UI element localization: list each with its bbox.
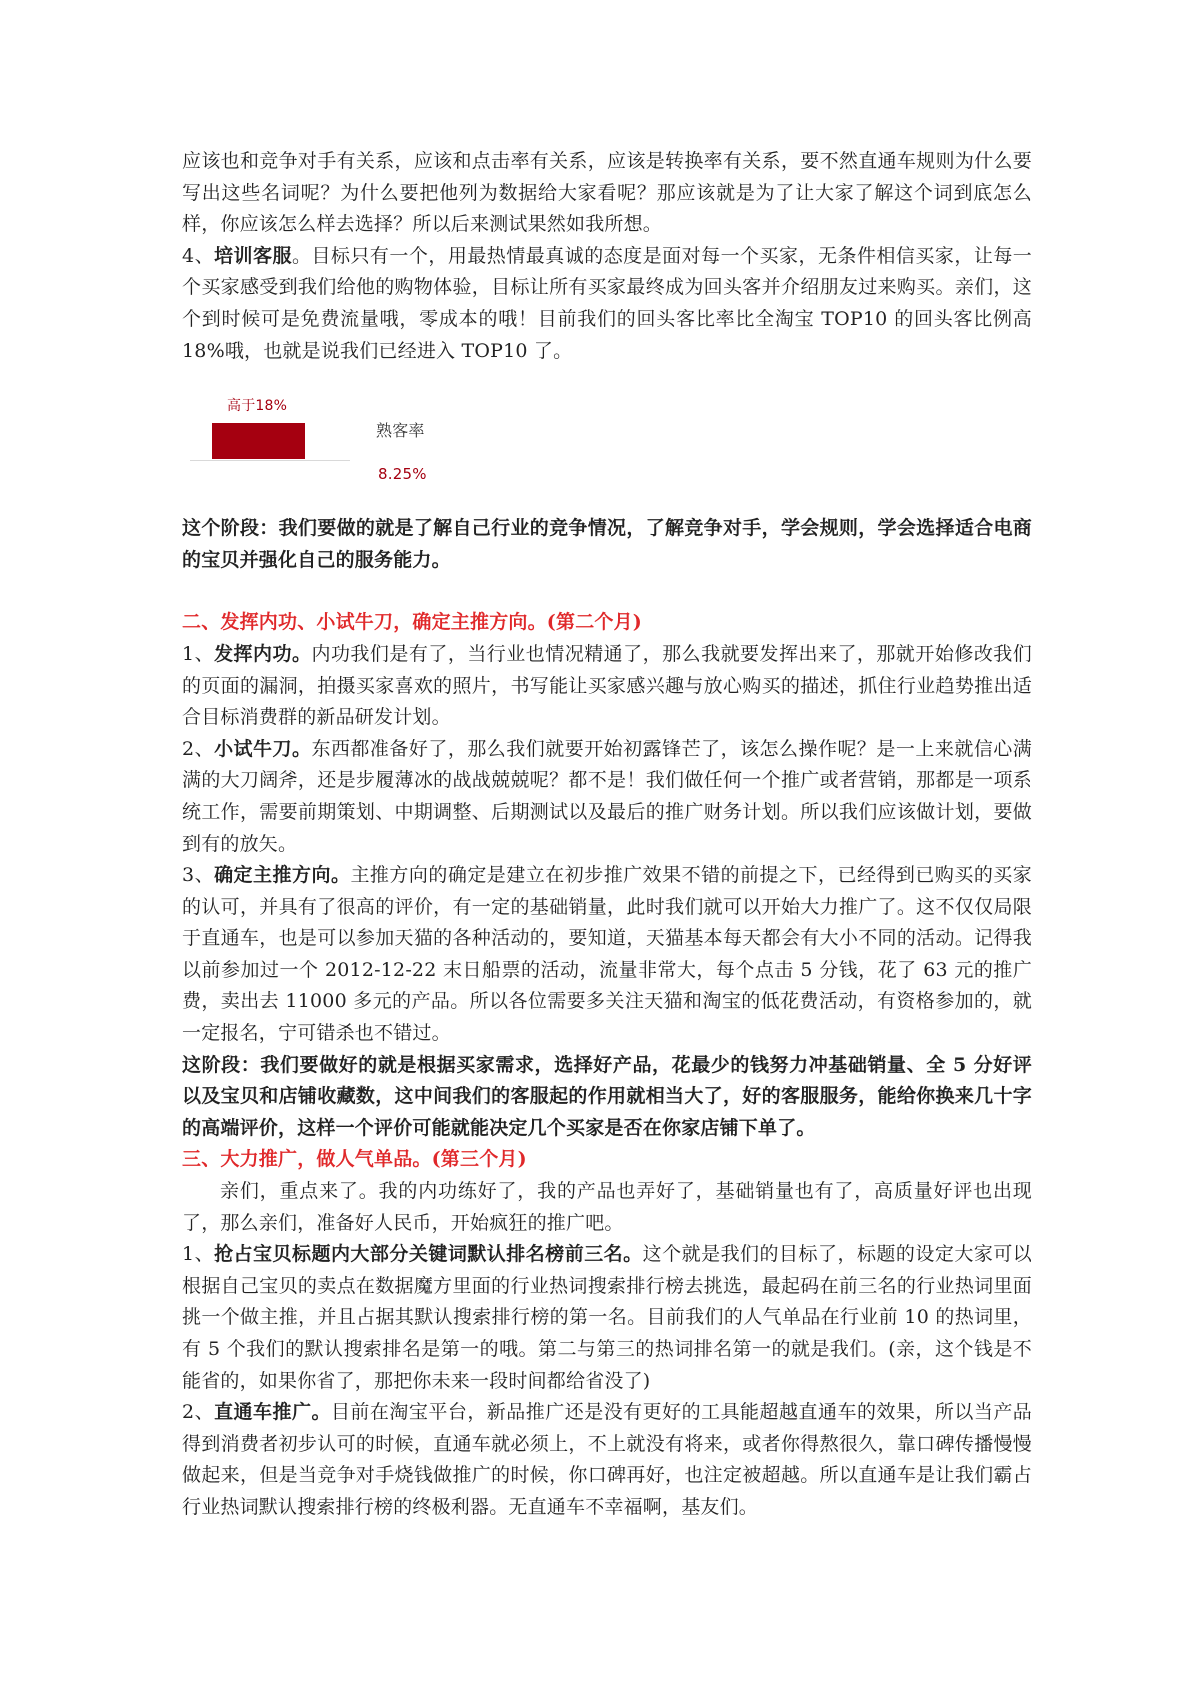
stage-summary-2: 这阶段：我们要做好的就是根据买家需求，选择好产品，花最少的钱努力冲基础销量、全 5 分好评以及宝贝和店铺收藏数，这中间我们的客服起的作用就相当大了，好的客服服务，能给你换来几十字的高端评价，这样一个评价可能就能决定几个买家是否在你家店铺下单了。: [182, 1053, 1032, 1139]
item-prefix: 2、: [182, 737, 215, 760]
list-item: [182, 860, 1032, 1050]
item-prefix: 3、: [182, 864, 215, 887]
chart-annotation: 高于18%: [227, 398, 288, 415]
item-body: 。目标只有一个，用最热情最真诚的态度是面对每一个买家，无条件相信买家，让每一个买家感受到我们给他的购物体验，目标让所有买家最终成为回头客并介绍朋友过来购买。亲们，这个到时候可是免费流量哦，零成本的哦！目前我们的回头客比率比全淘宝 TOP10 的回头客比例高 18%哦，也就是说我们已经进入 TOP10 了。: [182, 244, 1032, 362]
item-title: 发挥内功。: [214, 642, 312, 665]
item-train-customer-service: [182, 241, 1032, 367]
stage-summary-1: 这个阶段：我们要做的就是了解自己行业的竞争情况，了解竞争对手，学会规则，学会选择适合电商的宝贝并强化自己的服务能力。: [182, 517, 1032, 571]
document-page: [182, 146, 1032, 1524]
section-heading-3: 三、大力推广，做人气单品。(第三个月): [182, 1148, 527, 1171]
item-prefix: 4、: [182, 244, 215, 267]
item-body: 内功我们是有了，当行业也情况精通了，那么我就要发挥出来了，那就开始修改我们的页面的漏洞，拍摄买家喜欢的照片，书写能让买家感兴趣与放心购买的描述，抓住行业趋势推出适合目标消费群的新品研发计划。: [182, 642, 1032, 729]
item-prefix: 2、: [182, 1401, 215, 1424]
section-intro: 亲们，重点来了。我的内功练好了，我的产品也弄好了，基础销量也有了，高质量好评也出现了，那么亲们，准备好人民币，开始疯狂的推广吧。: [182, 1180, 1032, 1234]
paragraph-keyword-rules: 应该也和竞争对手有关系，应该和点击率有关系，应该是转换率有关系，要不然直通车规则为什么要写出这些名词呢？为什么要把他列为数据给大家看呢？那应该就是为了让大家了解这个词到底怎么样，你应该怎么样去选择？所以后来测试果然如我所想。: [182, 150, 1032, 236]
item-body: 东西都准备好了，那么我们就要开始初露锋芒了，该怎么操作呢？是一上来就信心满满的大刀阔斧，还是步履薄冰的战战兢兢呢？都不是！我们做任何一个推广或者营销，那都是一项系统工作，需要前期策划、中期调整、后期测试以及最后的推广财务计划。所以我们应该做计划，要做到有的放矢。: [182, 737, 1032, 855]
chart-axis: [190, 460, 350, 461]
chart-bar-repeat-rate: [212, 423, 305, 459]
section-heading-2: 二、发挥内功、小试牛刀，确定主推方向。(第二个月): [182, 611, 642, 634]
item-title: 直通车推广。: [214, 1401, 331, 1424]
list-item: [182, 1397, 1032, 1523]
repeat-customer-chart: [182, 367, 1032, 513]
list-item: [182, 734, 1032, 860]
item-title: 确定主推方向。: [214, 864, 351, 887]
item-title: 培训客服: [214, 244, 292, 267]
list-item: [182, 1239, 1032, 1397]
chart-category-label: 熟客率: [376, 421, 425, 441]
item-body: 目前在淘宝平台，新品推广还是没有更好的工具能超越直通车的效果，所以当产品得到消费者初步认可的时候，直通车就必须上，不上就没有将来，或者你得熬很久，靠口碑传播慢慢做起来，但是当竞争对手烧钱做推广的时候，你口碑再好，也注定被超越。所以直通车是让我们霸占行业热词默认搜索排行榜的终极利器。无直通车不幸福啊，基友们。: [182, 1401, 1032, 1518]
item-title: 抢占宝贝标题内大部分关键词默认排名榜前三名。: [214, 1243, 643, 1266]
item-prefix: 1、: [182, 642, 215, 665]
item-body: 这个就是我们的目标了，标题的设定大家可以根据自己宝贝的卖点在数据魔方里面的行业热词搜索排行榜去挑选，最起码在前三名的行业热词里面挑一个做主推，并且占据其默认搜索排行榜的第一名。目前我们的人气单品在行业前 10 的热词里，有 5 个我们的默认搜索排名是第一的哦。第二与第三的热词排名第一的就是我们。(亲，这个钱是不能省的，如果你省了，那把你未来一段时间都给省没了): [182, 1243, 1032, 1392]
item-prefix: 1、: [182, 1243, 215, 1266]
spacer: [182, 576, 1032, 607]
list-item: [182, 639, 1032, 734]
item-body: 主推方向的确定是建立在初步推广效果不错的前提之下，已经得到已购买的买家的认可，并具有了很高的评价，有一定的基础销量，此时我们就可以开始大力推广了。这不仅仅局限于直通车，也是可以参加天猫的各种活动的，要知道，天猫基本每天都会有大小不同的活动。记得我以前参加过一个 2012-12-22 末日船票的活动，流量非常大，每个点击 5 分钱，花了 63 元的推广费，卖出去 11000 多元的产品。所以各位需要多关注天猫和淘宝的低花费活动，有资格参加的，就一定报名，宁可错杀也不错过。: [182, 864, 1032, 1045]
item-title: 小试牛刀。: [214, 737, 312, 760]
chart-value-label: 8.25%: [378, 465, 427, 484]
